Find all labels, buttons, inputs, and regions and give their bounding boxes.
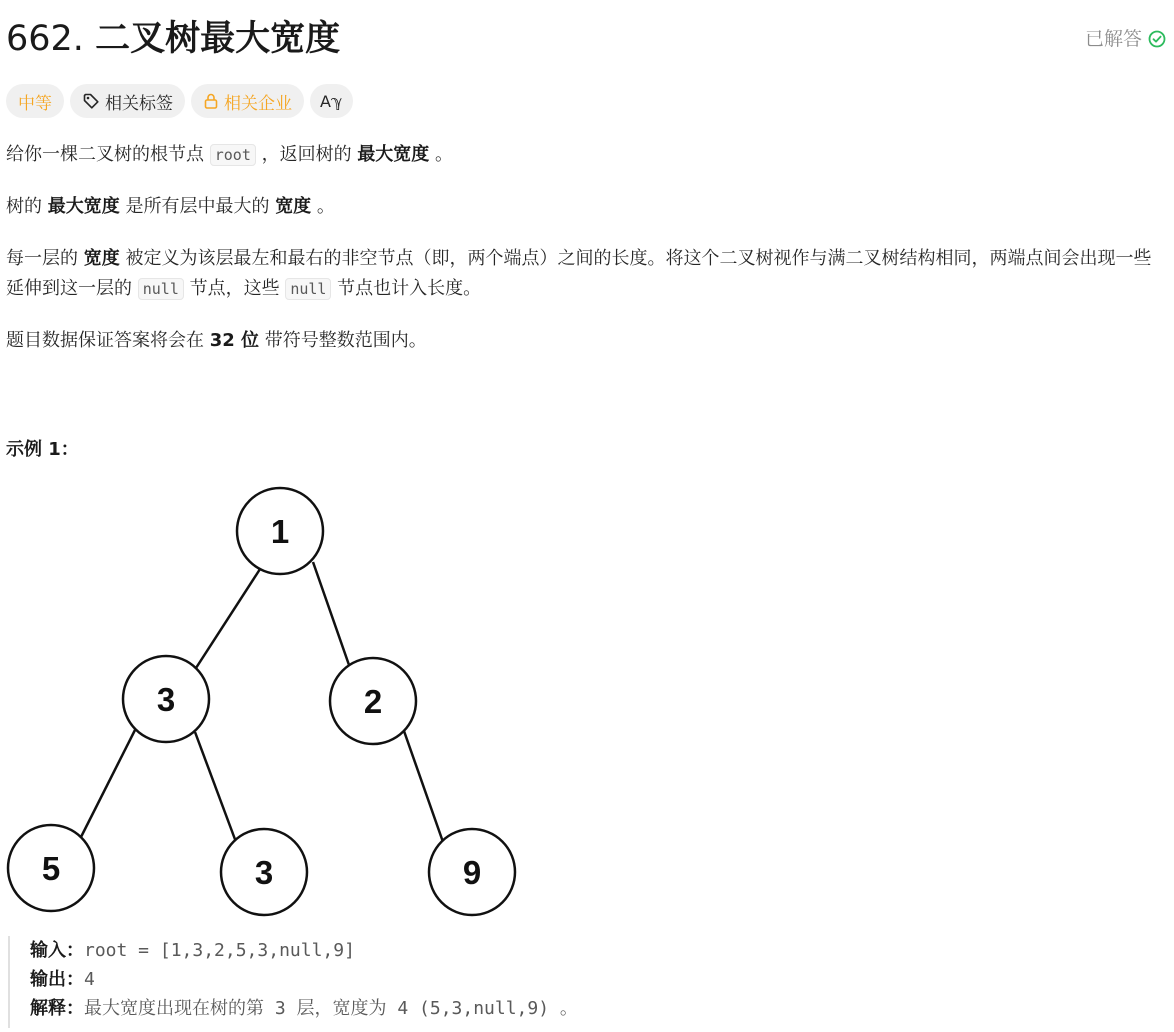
tree-node-label: 2 [363,683,383,720]
explain-label: 解释： [30,998,84,1019]
desc-paragraph-1 [6,140,1166,170]
solved-label: 已解答 [1084,28,1142,50]
problem-title[interactable] [6,14,340,64]
desc-bold: 宽度 [83,248,120,269]
desc-text: 树的 [6,196,48,217]
difficulty-label: 中等 [18,93,52,114]
tree-node-label: 3 [254,854,274,891]
desc-bold: 最大宽度 [47,196,120,217]
tree-edge [195,732,236,842]
example-tree-image [0,480,530,920]
desc-text: 题目数据保证答案将会在 [6,330,210,351]
translate-button[interactable] [310,84,353,118]
tree-node [237,488,323,574]
companies-label: 相关企业 [224,93,292,114]
tree-node [330,658,416,744]
solved-status [1085,26,1166,52]
problem-number: 662. [6,19,84,59]
difficulty-badge[interactable] [6,84,64,118]
topics-label: 相关标签 [105,93,173,114]
title-row [6,14,1166,64]
example-explanation [30,994,1158,1023]
desc-text: 。 [429,144,454,165]
tag-icon [82,92,100,110]
inline-code-null: null [285,278,331,300]
desc-text: 每一层的 [6,248,84,269]
tree-node-label: 9 [462,854,482,891]
desc-text: 。 [311,196,335,217]
tree-edge [313,562,349,665]
desc-text: 被定义为该层最左和最右的非空节点（即，两个端点）之间的长度。将这个二叉树视作与满二叉树结构相同，两端点间会出现一些延伸到这一层的 [6,248,1152,299]
input-label: 输入： [30,940,84,961]
desc-text: 给你一棵二叉树的根节点 [6,144,210,165]
desc-text: 是所有层中最大的 [119,196,276,217]
example-io-block [8,936,1158,1028]
output-label: 输出： [30,969,84,990]
output-value: 4 [84,969,95,990]
tree-edge [404,731,443,842]
tree-node [429,829,515,915]
desc-text: 带符号整数范围内。 [259,330,427,351]
input-value: root = [1,3,2,5,3,null,9] [84,940,355,961]
inline-code-null: null [138,278,184,300]
tree-node-label: 3 [156,681,176,718]
inline-code-root: root [210,144,256,166]
explain-value: 最大宽度出现在树的第 3 层，宽度为 4 (5,3,null,9) 。 [84,998,578,1019]
example-title: 示例 1： [6,439,79,460]
topics-button[interactable] [70,84,185,118]
tree-edge [80,730,135,839]
tree-edge [196,566,262,668]
desc-paragraph-2 [6,192,1166,222]
desc-paragraph-4 [6,326,1166,356]
companies-button[interactable] [191,84,304,118]
desc-bold: 32 位 [209,330,260,351]
tree-node-label: 5 [41,850,61,887]
tree-node-label: 1 [270,513,290,550]
desc-bold: 宽度 [275,196,312,217]
desc-text: 节点，这些 [183,278,286,299]
example-input [30,936,1158,965]
desc-bold: 最大宽度 [357,144,430,165]
tag-bar [6,84,353,118]
tree-node [123,656,209,742]
tree-node [8,825,94,911]
desc-paragraph-3 [6,244,1166,304]
translate-icon: Aℽ [320,91,343,111]
lock-icon [203,92,219,110]
problem-description [6,140,1166,378]
check-circle-icon [1148,30,1166,48]
desc-text: ，返回树的 [255,144,358,165]
desc-text: 节点也计入长度。 [331,278,482,299]
problem-name: 二叉树最大宽度 [95,19,341,59]
tree-node [221,829,307,915]
example-output [30,965,1158,994]
